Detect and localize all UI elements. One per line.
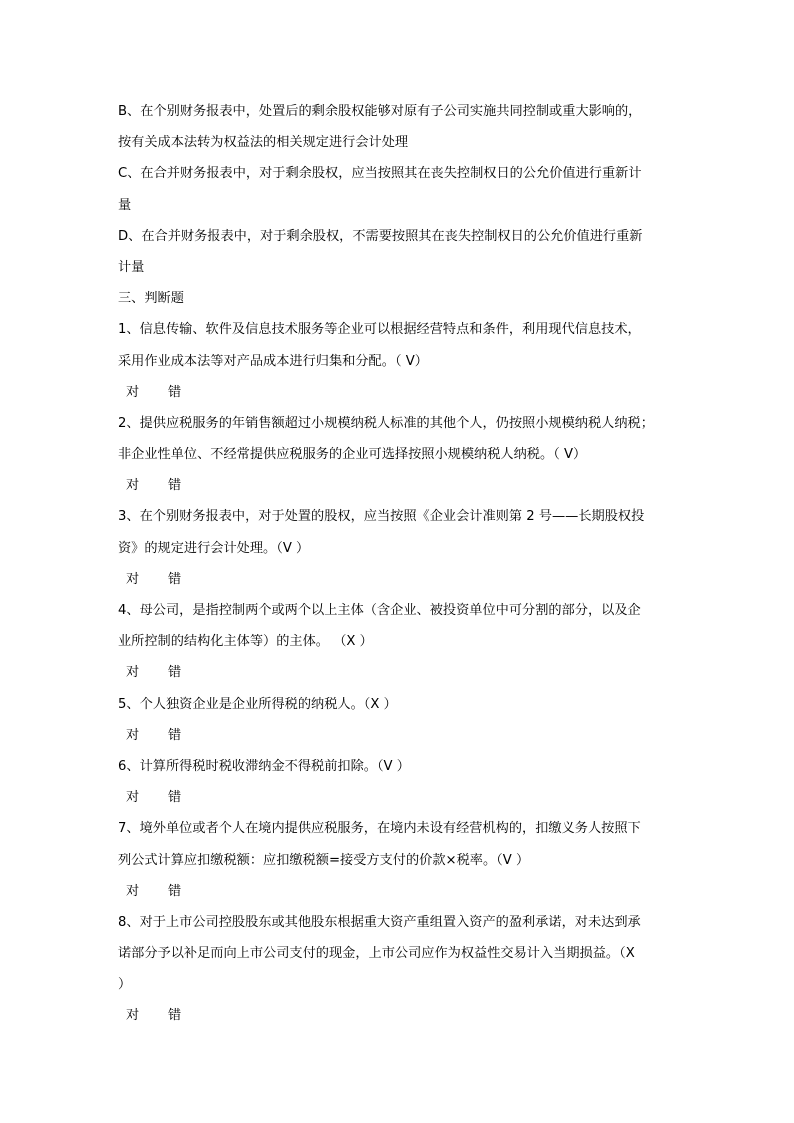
question-6 xyxy=(118,751,684,813)
option-line: 按有关成本法转为权益法的相关规定进行会计处理 xyxy=(118,135,409,151)
question-7 xyxy=(118,813,684,907)
option-line: 计量 xyxy=(118,259,145,275)
answer-true-option[interactable]: 对 xyxy=(126,571,140,587)
question-5 xyxy=(118,689,684,751)
option-d xyxy=(118,221,684,283)
question-line: 3、在个别财务报表中，对于处置的股权，应当按照《企业会计准则第 2 号——长期股权投 xyxy=(118,509,645,525)
answer-options xyxy=(118,876,684,907)
answer-true-option[interactable]: 对 xyxy=(126,790,140,806)
answer-false-option[interactable]: 错 xyxy=(168,384,182,400)
answer-true-option[interactable]: 对 xyxy=(126,1008,140,1024)
question-line: 6、计算所得税时税收滞纳金不得税前扣除。（V ） xyxy=(118,758,410,774)
option-line: 量 xyxy=(118,197,132,213)
question-line: 诺部分予以补足而向上市公司支付的现金，上市公司应作为权益性交易计入当期损益。（X xyxy=(118,946,635,962)
answer-options xyxy=(118,564,684,595)
option-line: B、在个别财务报表中，处置后的剩余股权能够对原有子公司实施共同控制或重大影响的， xyxy=(118,104,642,119)
answer-false-option[interactable]: 错 xyxy=(168,883,182,899)
option-b xyxy=(118,96,684,158)
answer-false-option[interactable]: 错 xyxy=(168,1008,182,1024)
question-line: 非企业性单位、不经常提供应税服务的企业可选择按照小规模纳税人纳税。（ V） xyxy=(118,447,587,463)
question-8 xyxy=(118,907,684,1032)
answer-options xyxy=(118,720,684,751)
question-line: 采用作业成本法等对产品成本进行归集和分配。（ V） xyxy=(118,353,428,369)
answer-options xyxy=(118,782,684,813)
answer-false-option[interactable]: 错 xyxy=(168,478,182,494)
question-line: 5、个人独资企业是企业所得税的纳税人。（X ） xyxy=(118,696,397,712)
question-line: 8、对于上市公司控股股东或其他股东根据重大资产重组置入资产的盈利承诺，对未达到承 xyxy=(118,914,641,930)
question-2 xyxy=(118,408,684,502)
answer-true-option[interactable]: 对 xyxy=(126,384,140,400)
answer-options xyxy=(118,1000,684,1031)
option-line: C、在合并财务报表中，对于剩余股权，应当按照其在丧失控制权日的公允价值进行重新计 xyxy=(118,166,642,182)
question-line: 列公式计算应扣缴税额：应扣缴税额=接受方支付的价款×税率。（V ） xyxy=(118,852,530,868)
question-line: 4、母公司，是指控制两个或两个以上主体（含企业、被投资单位中可分割的部分，以及企 xyxy=(118,603,641,618)
answer-true-option[interactable]: 对 xyxy=(126,883,140,899)
question-4 xyxy=(118,595,684,689)
answer-false-option[interactable]: 错 xyxy=(168,571,182,587)
question-3 xyxy=(118,501,684,595)
option-line: D、在合并财务报表中，对于剩余股权，不需要按照其在丧失控制权日的公允价值进行重新 xyxy=(118,228,643,244)
answer-false-option[interactable]: 错 xyxy=(168,790,182,806)
question-line: ） xyxy=(118,977,132,993)
answer-false-option[interactable]: 错 xyxy=(168,727,182,743)
option-c xyxy=(118,158,684,220)
document-page xyxy=(118,96,684,1032)
answer-false-option[interactable]: 错 xyxy=(168,665,182,681)
answer-true-option[interactable]: 对 xyxy=(126,478,140,494)
answer-options xyxy=(118,657,684,688)
question-1 xyxy=(118,314,684,408)
section-title: 三、判断题 xyxy=(118,291,184,307)
question-line: 1、信息传输、软件及信息技术服务等企业可以根据经营特点和条件，利用现代信息技术， xyxy=(118,322,641,338)
answer-options xyxy=(118,377,684,408)
question-line: 业所控制的结构化主体等）的主体。 （X ） xyxy=(118,634,373,650)
question-line: 2、提供应税服务的年销售额超过小规模纳税人标准的其他个人，仍按照小规模纳税人纳税； xyxy=(118,415,654,431)
answer-true-option[interactable]: 对 xyxy=(126,727,140,743)
answer-options xyxy=(118,470,684,501)
question-line: 资》的规定进行会计处理。（V ） xyxy=(118,540,310,556)
answer-true-option[interactable]: 对 xyxy=(126,665,140,681)
question-line: 7、境外单位或者个人在境内提供应税服务，在境内未设有经营机构的，扣缴义务人按照下 xyxy=(118,821,641,837)
